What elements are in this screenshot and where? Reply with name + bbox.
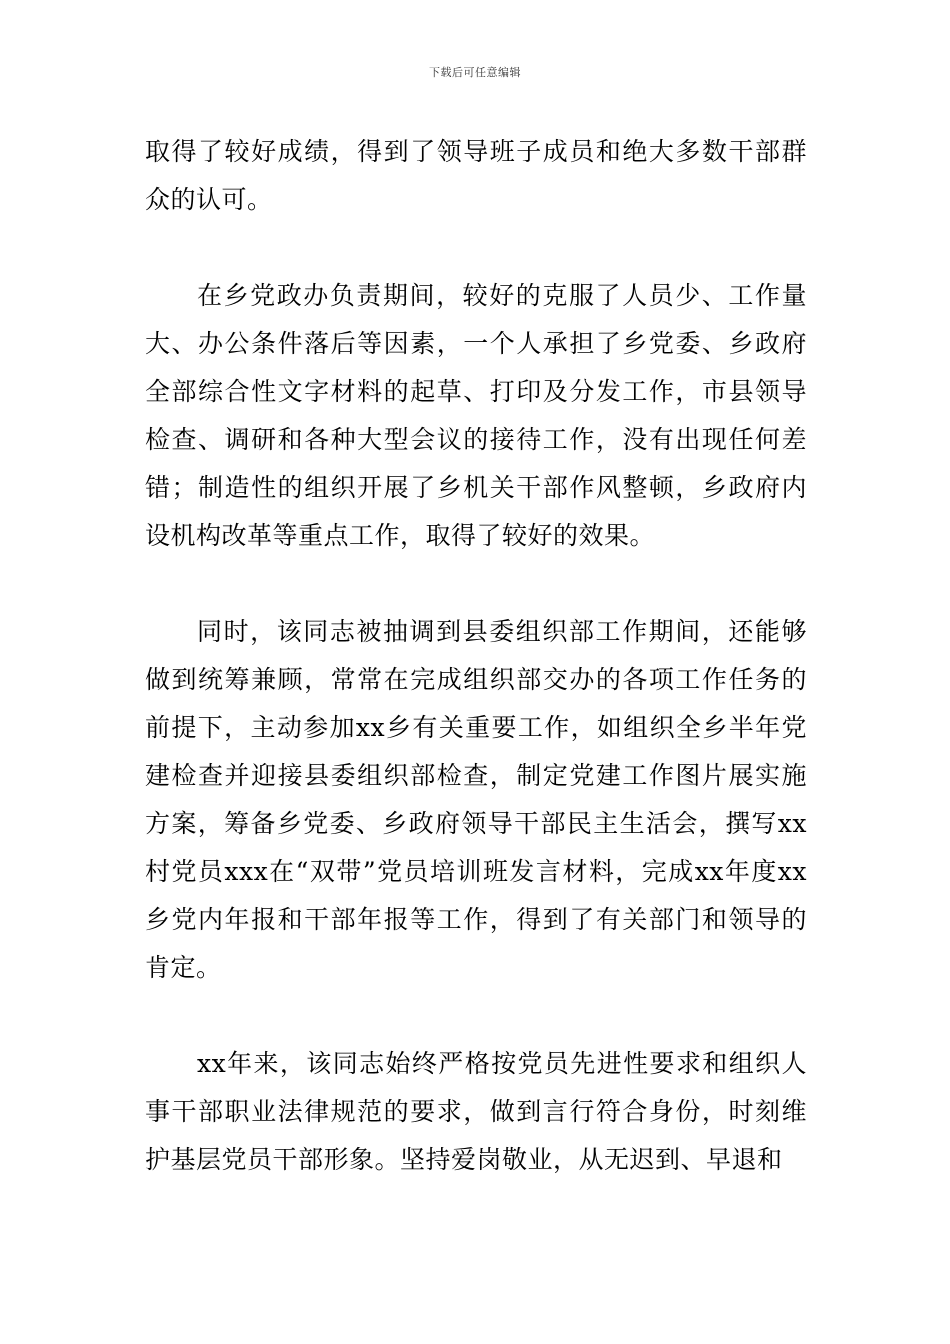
page-header: 下载后可任意编辑 <box>429 66 521 79</box>
paragraph-2: 在乡党政办负责期间，较好的克服了人员少、工作量大、办公条件落后等因素，一个人承担了乡党委、乡政府全部综合性文字材料的起草、打印及分发工作，市县领导检查、调研和各种大型会议的接待工作，没有出现任何差错；制造性的组织开展了乡机关干部作风整顿，乡政府内设机构改革等重点工作，取得了较好的效果。 <box>145 281 807 550</box>
document-body <box>145 128 807 1232</box>
paragraph-3: 同时，该同志被抽调到县委组织部工作期间，还能够做到统筹兼顾，常常在完成组织部交办的各项工作任务的前提下，主动参加xx乡有关重要工作，如组织全乡半年党建检查并迎接县委组织部检查，制定党建工作图片展实施方案，筹备乡党委、乡政府领导干部民主生活会，撰写xx村党员xxx在“双带”党员培训班发言材料，完成xx年度xx乡党内年报和干部年报等工作，得到了有关部门和领导的肯定。 <box>145 617 807 982</box>
paragraph-4: xx年来，该同志始终严格按党员先进性要求和组织人事干部职业法律规范的要求，做到言行符合身份，时刻维护基层党员干部形象。坚持爱岗敬业，从无迟到、早退和 <box>145 1049 807 1174</box>
paragraph-1: 取得了较好成绩，得到了领导班子成员和绝大多数干部群众的认可。 <box>145 137 807 214</box>
